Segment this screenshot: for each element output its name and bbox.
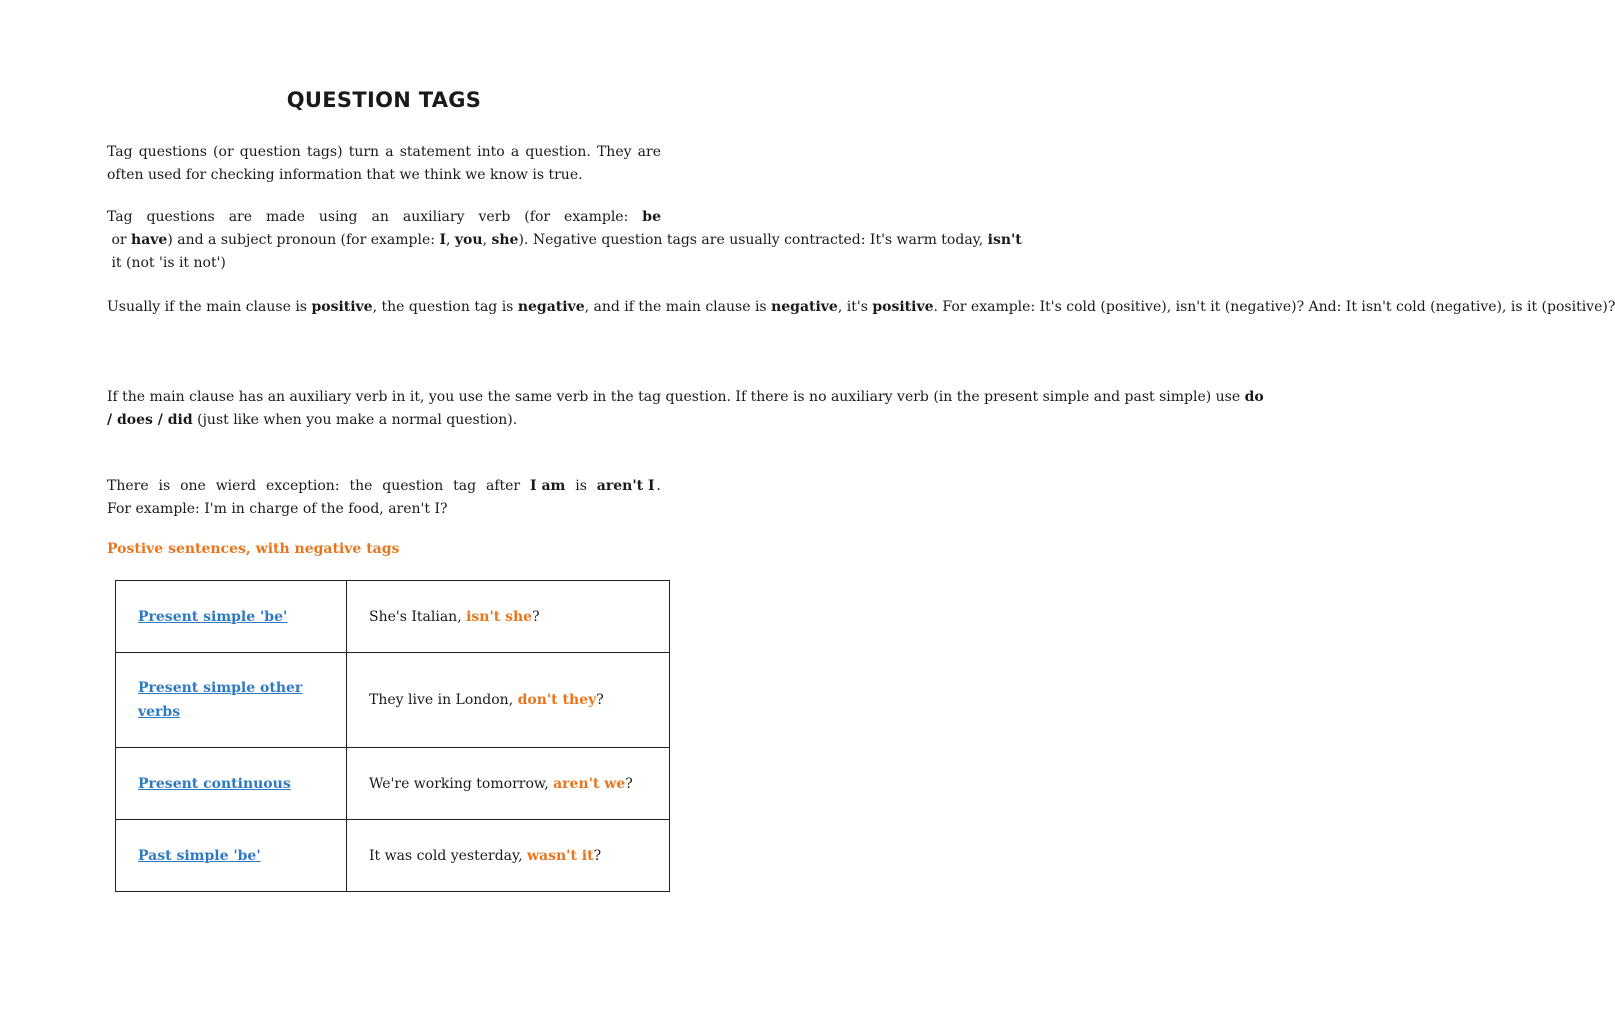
paragraph-polarity xyxy=(107,296,1615,319)
table-row xyxy=(116,653,670,748)
bold-term: be xyxy=(642,209,661,225)
text: or xyxy=(107,232,132,248)
table-cell-example xyxy=(347,653,670,748)
word: after xyxy=(485,478,521,494)
table-cell-example xyxy=(347,820,670,892)
table-row xyxy=(116,748,670,820)
text: , the question tag is xyxy=(372,299,518,315)
bold-term: do / does / did xyxy=(107,389,1264,428)
example-text: She's Italian, xyxy=(369,608,467,625)
tense-link[interactable]: Present simple 'be' xyxy=(138,608,288,625)
table-cell-tense xyxy=(116,748,347,820)
word: . xyxy=(656,478,661,494)
text: , and if the main clause is xyxy=(584,299,772,315)
word: is xyxy=(575,478,587,494)
word: one xyxy=(180,478,206,494)
example-text: They live in London, xyxy=(369,692,518,708)
table-row xyxy=(116,581,670,653)
bold-term: I am xyxy=(530,478,566,494)
paragraph-formation xyxy=(107,206,1022,275)
text: it (not 'is it not') xyxy=(107,255,226,271)
text: If the main clause has an auxiliary verb in it, you use the same verb in the tag question. If there is no auxiliary verb (in the present simple and past simple) use xyxy=(107,389,1245,405)
bold-term: negative xyxy=(517,299,585,315)
text: ) and a subject pronoun (for example: xyxy=(167,232,440,248)
page-title: QUESTION TAGS xyxy=(286,88,482,112)
tense-link[interactable]: Present continuous xyxy=(138,775,291,792)
word: wierd xyxy=(215,478,257,494)
tense-link[interactable]: Past simple 'be' xyxy=(138,847,261,864)
question-tag: wasn't it xyxy=(526,847,594,864)
example-line: For example: I'm in charge of the food, aren't I? xyxy=(107,501,448,517)
bold-term: aren't I xyxy=(596,478,655,494)
bold-term: negative xyxy=(771,299,838,315)
word: question xyxy=(382,478,444,494)
text: Tag questions are made using an auxiliary verb (for example: xyxy=(107,209,643,225)
bold-term: she xyxy=(491,232,519,248)
table-cell-tense xyxy=(116,581,347,653)
bold-term: have xyxy=(131,232,168,248)
tense-link[interactable]: Present simple other verbs xyxy=(138,680,303,720)
table-cell-tense xyxy=(116,653,347,748)
word: exception: xyxy=(266,478,340,494)
table-cell-example xyxy=(347,581,670,653)
text: (just like when you make a normal question). xyxy=(192,412,518,428)
question-tag: don't they xyxy=(517,692,597,708)
example-punct: ? xyxy=(532,608,540,625)
question-tag: aren't we xyxy=(553,775,626,792)
paragraph-intro: Tag questions (or question tags) turn a statement into a question. They are often used for checking information that we think we know is true. xyxy=(107,144,661,183)
text: ). Negative question tags are usually contracted: It's warm today, xyxy=(518,232,988,248)
table-cell-tense xyxy=(116,820,347,892)
bold-term: I xyxy=(439,232,447,248)
bold-term: positive xyxy=(872,299,934,315)
word: the xyxy=(349,478,373,494)
word: tag xyxy=(453,478,477,494)
text: , it's xyxy=(837,299,873,315)
table-row xyxy=(116,820,670,892)
word: There xyxy=(107,478,149,494)
exception-line xyxy=(107,475,661,498)
text: Usually if the main clause is xyxy=(107,299,312,315)
text: . For example: It's cold (positive), isn't it (negative)? And: It isn't cold (negative), is it (positive)? xyxy=(933,299,1615,315)
question-tag: isn't she xyxy=(466,608,533,625)
text: , xyxy=(482,232,492,248)
bold-term: isn't xyxy=(987,232,1022,248)
paragraph-auxiliary xyxy=(107,386,1264,432)
example-text: We're working tomorrow, xyxy=(369,775,554,792)
section-heading: Postive sentences, with negative tags xyxy=(107,541,400,557)
bold-term: you xyxy=(454,232,483,248)
example-punct: ? xyxy=(593,847,602,864)
paragraph-exception xyxy=(107,475,661,521)
table-cell-example xyxy=(347,748,670,820)
bold-term: positive xyxy=(311,299,373,315)
text: , xyxy=(446,232,455,248)
example-punct: ? xyxy=(625,775,633,792)
question-tags-table xyxy=(115,580,670,892)
example-text: It was cold yesterday, xyxy=(369,847,527,864)
word: is xyxy=(158,478,171,494)
example-punct: ? xyxy=(596,692,604,708)
